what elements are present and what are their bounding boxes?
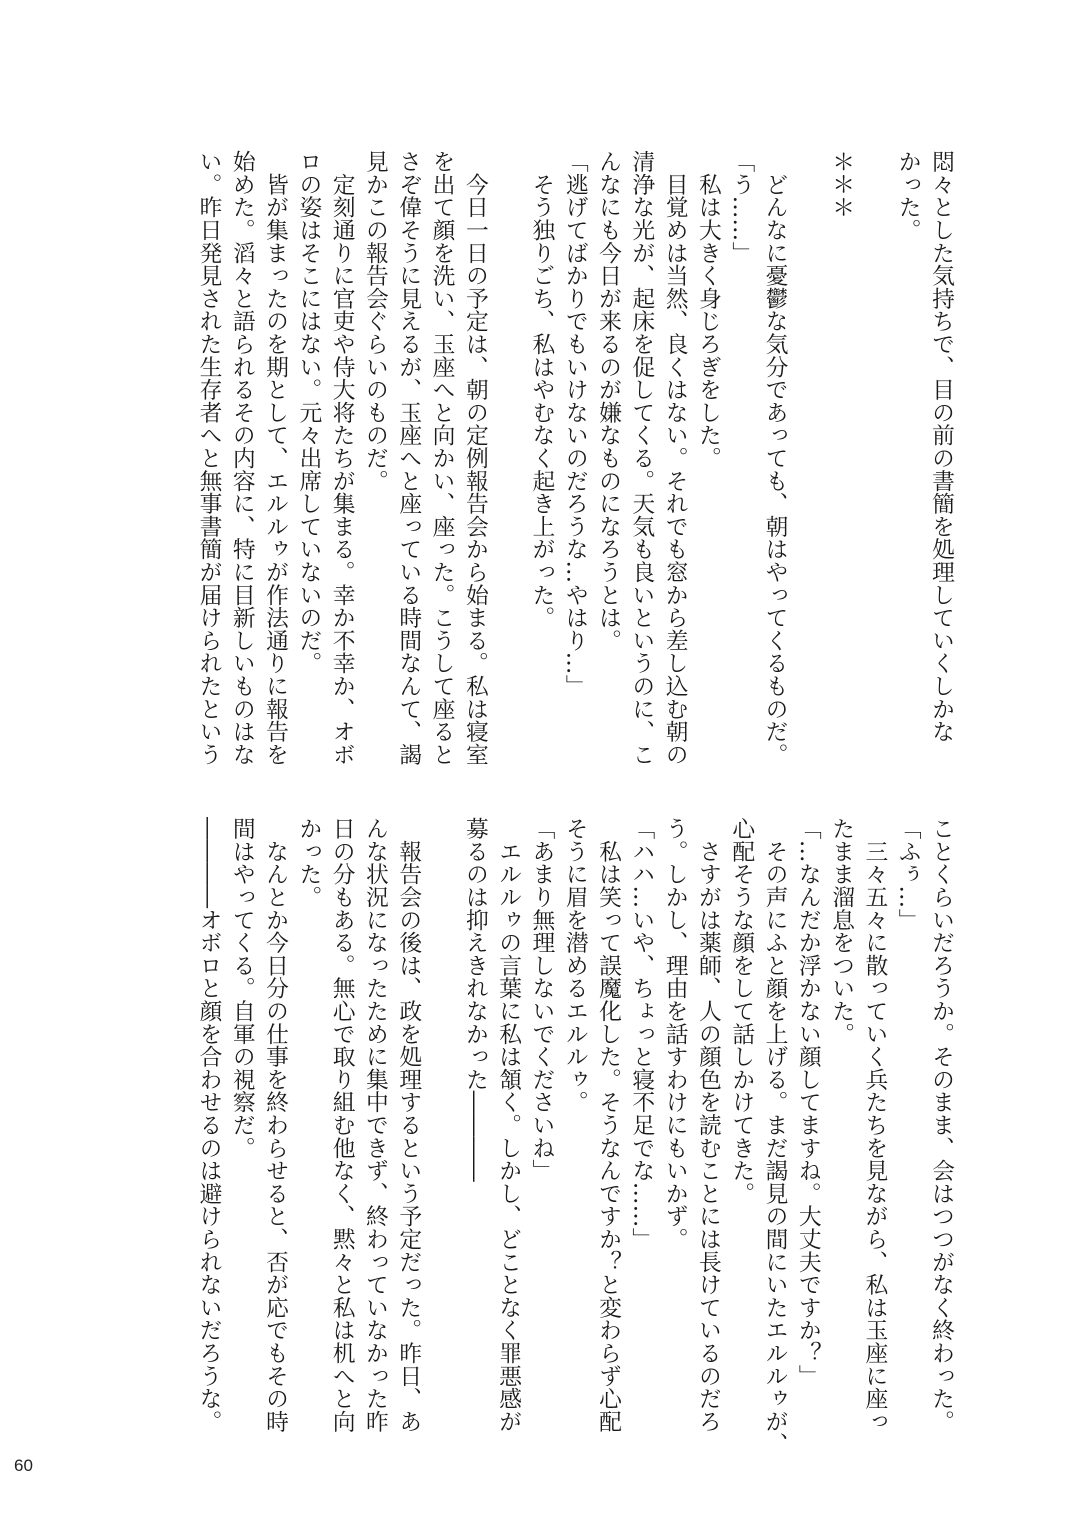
text-line: なんとか今日分の仕事を終わらせると、否が応でもその時 — [262, 817, 289, 1433]
text-line: を出て顔を洗い、玉座へと向かい、座った。こうして座ると — [428, 150, 455, 766]
text-line — [791, 150, 824, 750]
text-line: 三々五々に散っていく兵たちを見ながら、私は玉座に座っ — [861, 817, 888, 1433]
text-line: たまま溜息をついた。 — [828, 817, 855, 1045]
text-line: 私は大きく身じろぎをした。 — [694, 150, 721, 470]
text-line: 私は笑って誤魔化した。そうなんですか？と変わらず心配 — [595, 817, 622, 1433]
text-line: かった。 — [894, 150, 921, 242]
text-line: 「ハハ…いや、ちょっと寝不足でな……」 — [628, 817, 655, 1251]
text-line: さすがは薬師、人の顔色を読むことには長けているのだろ — [694, 817, 721, 1433]
text-line: 報告会の後は、政を処理するという予定だった。昨日、あ — [395, 817, 422, 1433]
text-block-lower — [191, 817, 957, 1456]
text-line: そう独りごち、私はやむなく起き上がった。 — [528, 150, 555, 629]
text-line: 「…なんだか浮かない顔してますね。大丈夫ですか？」 — [794, 817, 821, 1387]
text-line — [857, 150, 890, 750]
text-line: 始めた。滔々と語られるその内容に、特に目新しいものはな — [228, 150, 255, 766]
text-line: んな状況になったために集中できず、終わっていなかった昨 — [361, 817, 388, 1433]
text-line: その声にふと顔を上げる。まだ謁見の間にいたエルルゥが、 — [761, 817, 788, 1456]
text-block-upper — [191, 150, 957, 766]
page-number: 60 — [14, 1456, 33, 1475]
text-line: ――――オボロと顔を合わせるのは避けられないだろうな。 — [195, 817, 222, 1433]
text-line: ことくらいだろうか。そのまま、会はつつがなく終わった。 — [928, 817, 954, 1433]
text-line: どんなに憂鬱な気分であっても、朝はやってくるものだ。 — [761, 150, 788, 766]
text-line: 悶々とした気持ちで、目の前の書簡を処理していくしかな — [928, 150, 954, 743]
text-line: 「う……」 — [728, 150, 755, 264]
text-line: 目覚めは当然、良くはない。それでも窓から差し込む朝の — [661, 150, 688, 766]
text-line — [491, 150, 524, 750]
text-line: 「あまり無理しないでくださいね」 — [528, 817, 555, 1182]
text-line: 募るのは抑えきれなかった―――― — [461, 817, 488, 1182]
text-line: う。しかし、理由を話すわけにもいかず。 — [661, 817, 688, 1251]
text-line: 見かこの報告会ぐらいのものだ。 — [361, 150, 388, 492]
text-line: かった。 — [295, 817, 322, 909]
text-line: 定刻通りに官吏や侍大将たちが集まる。幸か不幸か、オボ — [328, 150, 355, 766]
text-line — [424, 817, 457, 1417]
text-line: そうに眉を潜めるエルルゥ。 — [561, 817, 588, 1114]
text-line: さぞ偉そうに見えるが、玉座へと座っている時間なんて、謁 — [395, 150, 422, 766]
text-line: ＊＊＊ — [828, 150, 855, 219]
text-line: 日の分もある。無心で取り組む他なく、黙々と私は机へと向 — [328, 817, 355, 1433]
text-line: ロの姿はそこにはない。元々出席していないのだ。 — [295, 150, 322, 675]
text-line: んなにも今日が来るのが嫌なものになろうとは。 — [595, 150, 622, 652]
text-line: 「ふぅ…」 — [894, 817, 921, 931]
text-line: 清浄な光が、起床を促してくる。天気も良いというのに、こ — [628, 150, 655, 766]
text-line: エルルゥの言葉に私は頷く。しかし、どことなく罪悪感が — [495, 817, 522, 1433]
text-line: い。昨日発見された生存者へと無事書簡が届けられたという — [195, 150, 222, 766]
text-line: 今日一日の予定は、朝の定例報告会から始まる。私は寝室 — [461, 150, 488, 766]
text-line: 心配そうな顔をして話しかけてきた。 — [728, 817, 755, 1205]
text-line: 間はやってくる。自軍の視察だ。 — [228, 817, 255, 1159]
text-line: 皆が集まったのを期として、エルルゥが作法通りに報告を — [262, 150, 289, 766]
text-line: 「逃げてばかりでもいけないのだろうな…やはり…」 — [561, 150, 588, 698]
